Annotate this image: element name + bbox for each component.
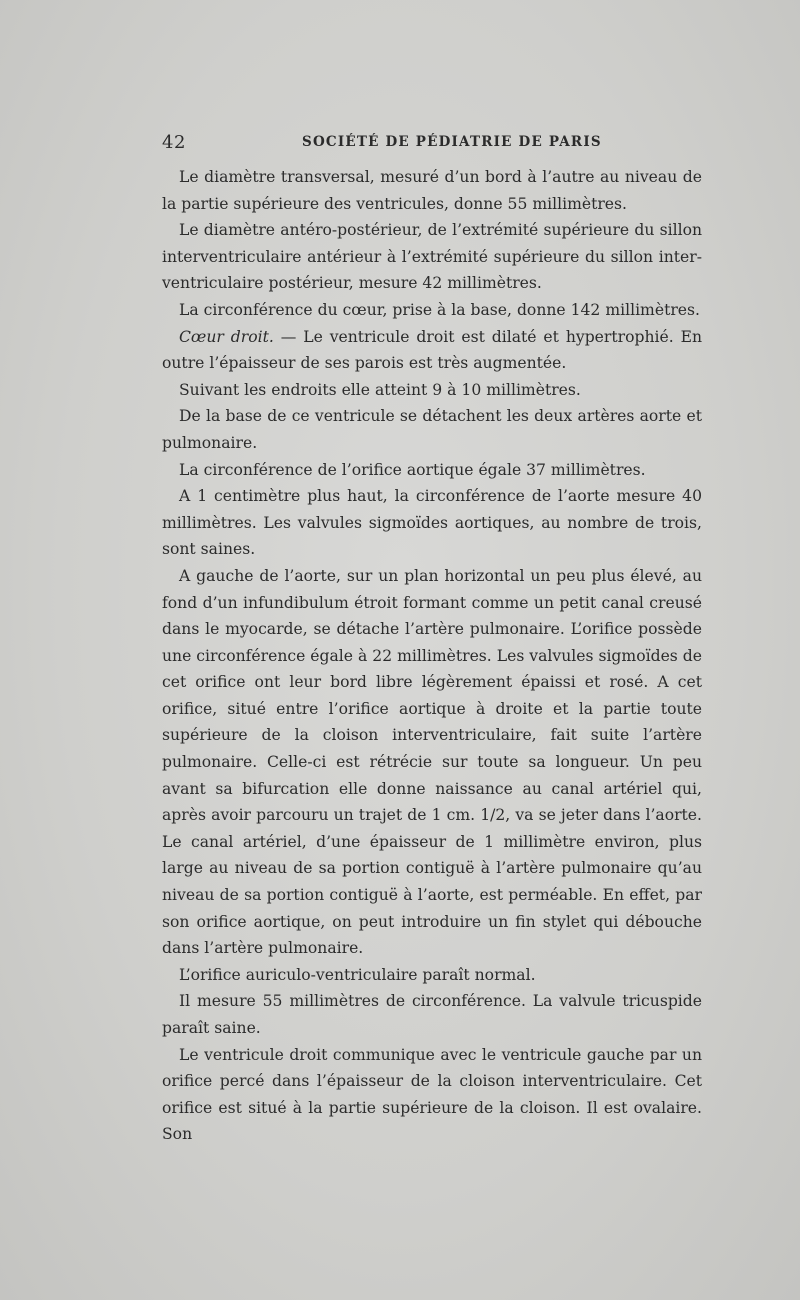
paragraph: Le ventricule droit communique avec le ventricule gauche par un orifice percé dans l’épaisseur de la cloison interventriculaire. Cet orifice est situé à la partie supérieure de la cloison. Il est ovalaire. Son [162, 1045, 702, 1144]
section-lead: Cœur droit. [179, 327, 274, 346]
paragraph: Le diamètre antéro-postérieur, de l’extrémité supérieure du sillon interventriculaire antérieur à l’extrémité supérieure du sillon inter-ventriculaire postérieur, mesure 42 millimètres. [162, 221, 702, 293]
body-text [162, 164, 702, 1148]
paragraph: A gauche de l’aorte, sur un plan horizontal un peu plus élevé, au fond d’un infundibulum étroit formant comme un petit canal creusé dans le myocarde, se détache l’artère pulmonaire. L’orifice possède une circonférence égale à 22 millimètres. Les valvules sigmoïdes de cet orifice ont leur bord libre légèrement épaissi et rosé. A cet orifice, situé entre l’orifice aortique à droite et la partie toute supérieure de la cloison interventriculaire, fait suite l’artère pulmonaire. Celle-ci est rétrécie sur toute sa longueur. Un peu avant sa bifurcation elle donne naissance au canal artériel qui, après avoir parcouru un trajet de 1 cm. 1/2, va se jeter dans l’aorte. Le canal artériel, d’une épaisseur de 1 millimètre environ, plus large au niveau de sa portion contiguë à l’artère pulmonaire qu’au niveau de sa portion contiguë à l’aorte, est perméable. En effet, par son orifice aortique, on peut introduire un fin stylet qui débouche dans l’artère pulmonaire. [162, 566, 702, 958]
paragraph [162, 324, 702, 377]
paragraph-text: — Le ventricule droit est dilaté et hypertrophié. En outre l’épaisseur de ses parois est très augmentée. [162, 327, 702, 373]
paragraph: Suivant les endroits elle atteint 9 à 10 millimètres. [179, 380, 581, 399]
paragraph: La circonférence du cœur, prise à la base, donne 142 millimètres. [179, 300, 700, 319]
paragraph: L’orifice auriculo-ventriculaire paraît normal. [179, 965, 536, 984]
running-title: SOCIÉTÉ DE PÉDIATRIE DE PARIS [302, 134, 602, 150]
paragraph: De la base de ce ventricule se détachent les deux artères aorte et pulmonaire. [162, 407, 702, 452]
page-header [162, 132, 702, 156]
paragraph: Le diamètre transversal, mesuré d’un bord à l’autre au niveau de la partie supérieure des ventricules, donne 55 millimètres. [162, 168, 702, 213]
paragraph: La circonférence de l’orifice aortique égale 37 millimètres. [179, 460, 646, 479]
paragraph: Il mesure 55 millimètres de circonférence. La valvule tricuspide paraît saine. [162, 992, 702, 1037]
page-number: 42 [162, 132, 186, 153]
paragraph: A 1 centimètre plus haut, la circonférence de l’aorte mesure 40 millimètres. Les valvules sigmoïdes aortiques, au nombre de trois, sont saines. [162, 487, 702, 559]
